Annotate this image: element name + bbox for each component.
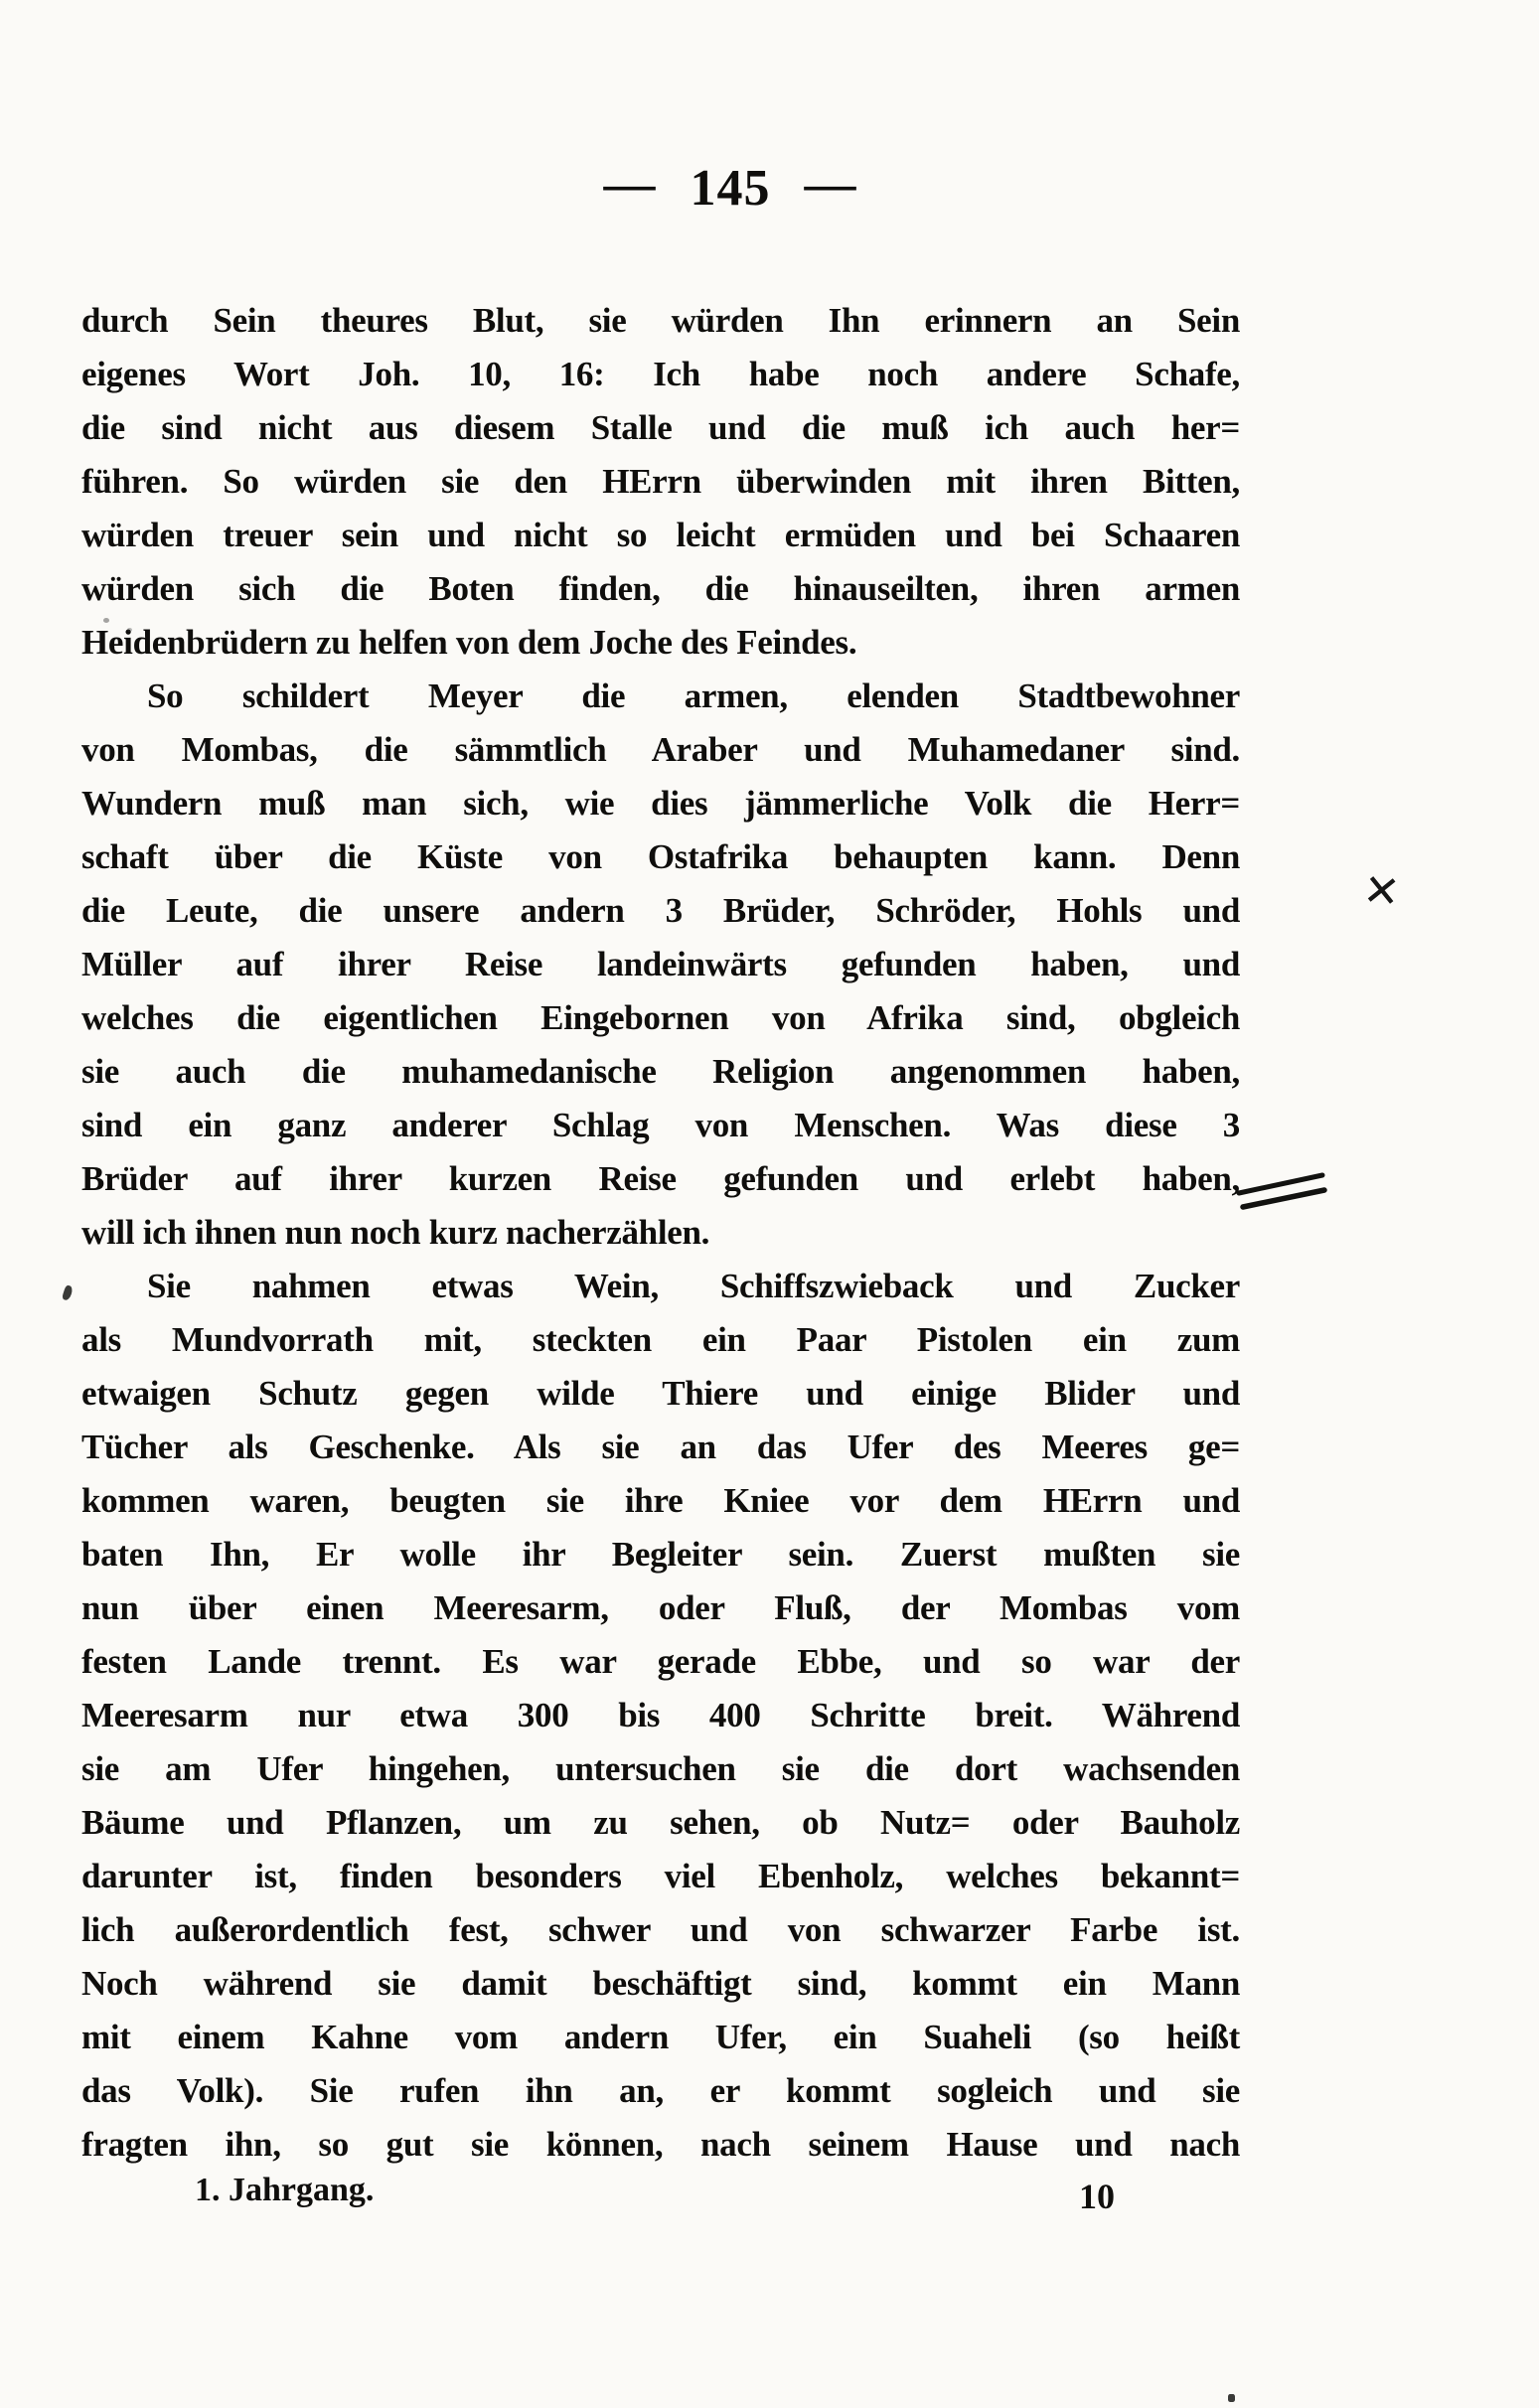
x-mark-annotation: ✕ <box>1360 864 1403 919</box>
text-line: lich außerordentlich fest, schwer und von schwarzer Farbe ist. <box>81 1910 1240 1949</box>
ink-speck <box>127 628 132 632</box>
text-line: kommen waren, beugten sie ihre Kniee vor dem HErrn und <box>81 1481 1240 1520</box>
text-line: als Mundvorrath mit, steckten ein Paar Pistolen ein zum <box>81 1320 1240 1359</box>
text-line: nun über einen Meeresarm, oder Fluß, der Mombas vom <box>81 1588 1240 1627</box>
header-dash-right: — <box>804 156 857 213</box>
text-line: von Mombas, die sämmtlich Araber und Muhamedaner sind. <box>81 730 1240 769</box>
footer-volume-label: 1. Jahrgang. <box>195 2172 375 2208</box>
text-line: Meeresarm nur etwa 300 bis 400 Schritte breit. Während <box>81 1696 1240 1734</box>
text-line: sie auch die muhamedanische Religion angenommen haben, <box>81 1052 1240 1091</box>
text-line: würden sich die Boten finden, die hinauseilten, ihren armen <box>81 569 1240 608</box>
text-line: So schildert Meyer die armen, elenden Stadtbewohner <box>147 677 1240 715</box>
footer-signature-number: 10 <box>1079 2177 1115 2216</box>
text-line: Heidenbrüdern zu helfen von dem Joche des Feindes. <box>81 623 857 662</box>
ink-speck <box>1228 2394 1235 2402</box>
text-line: Wundern muß man sich, wie dies jämmerliche Volk die Herr= <box>81 784 1240 823</box>
text-line: führen. So würden sie den HErrn überwinden mit ihren Bitten, <box>81 462 1240 501</box>
page-number: 145 <box>690 160 771 217</box>
text-line: etwaigen Schutz gegen wilde Thiere und einige Blider und <box>81 1374 1240 1413</box>
text-line: darunter ist, finden besonders viel Ebenholz, welches bekannt= <box>81 1857 1240 1895</box>
text-line: Tücher als Geschenke. Als sie an das Ufer des Meeres ge= <box>81 1428 1240 1466</box>
text-line: will ich ihnen nun noch kurz nacherzählen. <box>81 1213 710 1252</box>
text-line: eigenes Wort Joh. 10, 16: Ich habe noch andere Schafe, <box>81 355 1240 393</box>
header-dash-left: — <box>603 156 657 213</box>
ink-speck <box>62 1284 74 1301</box>
text-line: durch Sein theures Blut, sie würden Ihn erinnern an Sein <box>81 301 1240 340</box>
text-line: würden treuer sein und nicht so leicht ermüden und bei Schaaren <box>81 516 1240 554</box>
text-line: schaft über die Küste von Ostafrika behaupten kann. Denn <box>81 837 1240 876</box>
text-line: die sind nicht aus diesem Stalle und die muß ich auch her= <box>81 408 1240 447</box>
text-line: das Volk). Sie rufen ihn an, er kommt sogleich und sie <box>81 2071 1240 2110</box>
text-line: welches die eigentlichen Eingebornen von Afrika sind, obgleich <box>81 998 1240 1037</box>
text-line: Bäume und Pflanzen, um zu sehen, ob Nutz= oder Bauholz <box>81 1803 1240 1842</box>
text-line: die Leute, die unsere andern 3 Brüder, Schröder, Hohls und <box>81 891 1240 930</box>
text-line: Sie nahmen etwas Wein, Schiffszwieback und Zucker <box>147 1267 1240 1305</box>
text-line: Noch während sie damit beschäftigt sind, kommt ein Mann <box>81 1964 1240 2003</box>
text-block <box>81 294 1240 2172</box>
text-line: sind ein ganz anderer Schlag von Menschen. Was diese 3 <box>81 1106 1240 1144</box>
page-number-header <box>517 156 944 218</box>
text-line: festen Lande trennt. Es war gerade Ebbe, und so war der <box>81 1642 1240 1681</box>
text-line: Müller auf ihrer Reise landeinwärts gefunden haben, und <box>81 945 1240 983</box>
text-line: mit einem Kahne vom andern Ufer, ein Suaheli (so heißt <box>81 2018 1240 2056</box>
text-line: Brüder auf ihrer kurzen Reise gefunden und erlebt haben, <box>81 1159 1240 1198</box>
text-line: sie am Ufer hingehen, untersuchen sie die dort wachsenden <box>81 1749 1240 1788</box>
text-line: baten Ihn, Er wolle ihr Begleiter sein. Zuerst mußten sie <box>81 1535 1240 1574</box>
ink-speck <box>103 618 109 623</box>
double-stroke-annotation <box>1235 1164 1328 1216</box>
text-line: fragten ihn, so gut sie können, nach seinem Hause und nach <box>81 2125 1240 2164</box>
